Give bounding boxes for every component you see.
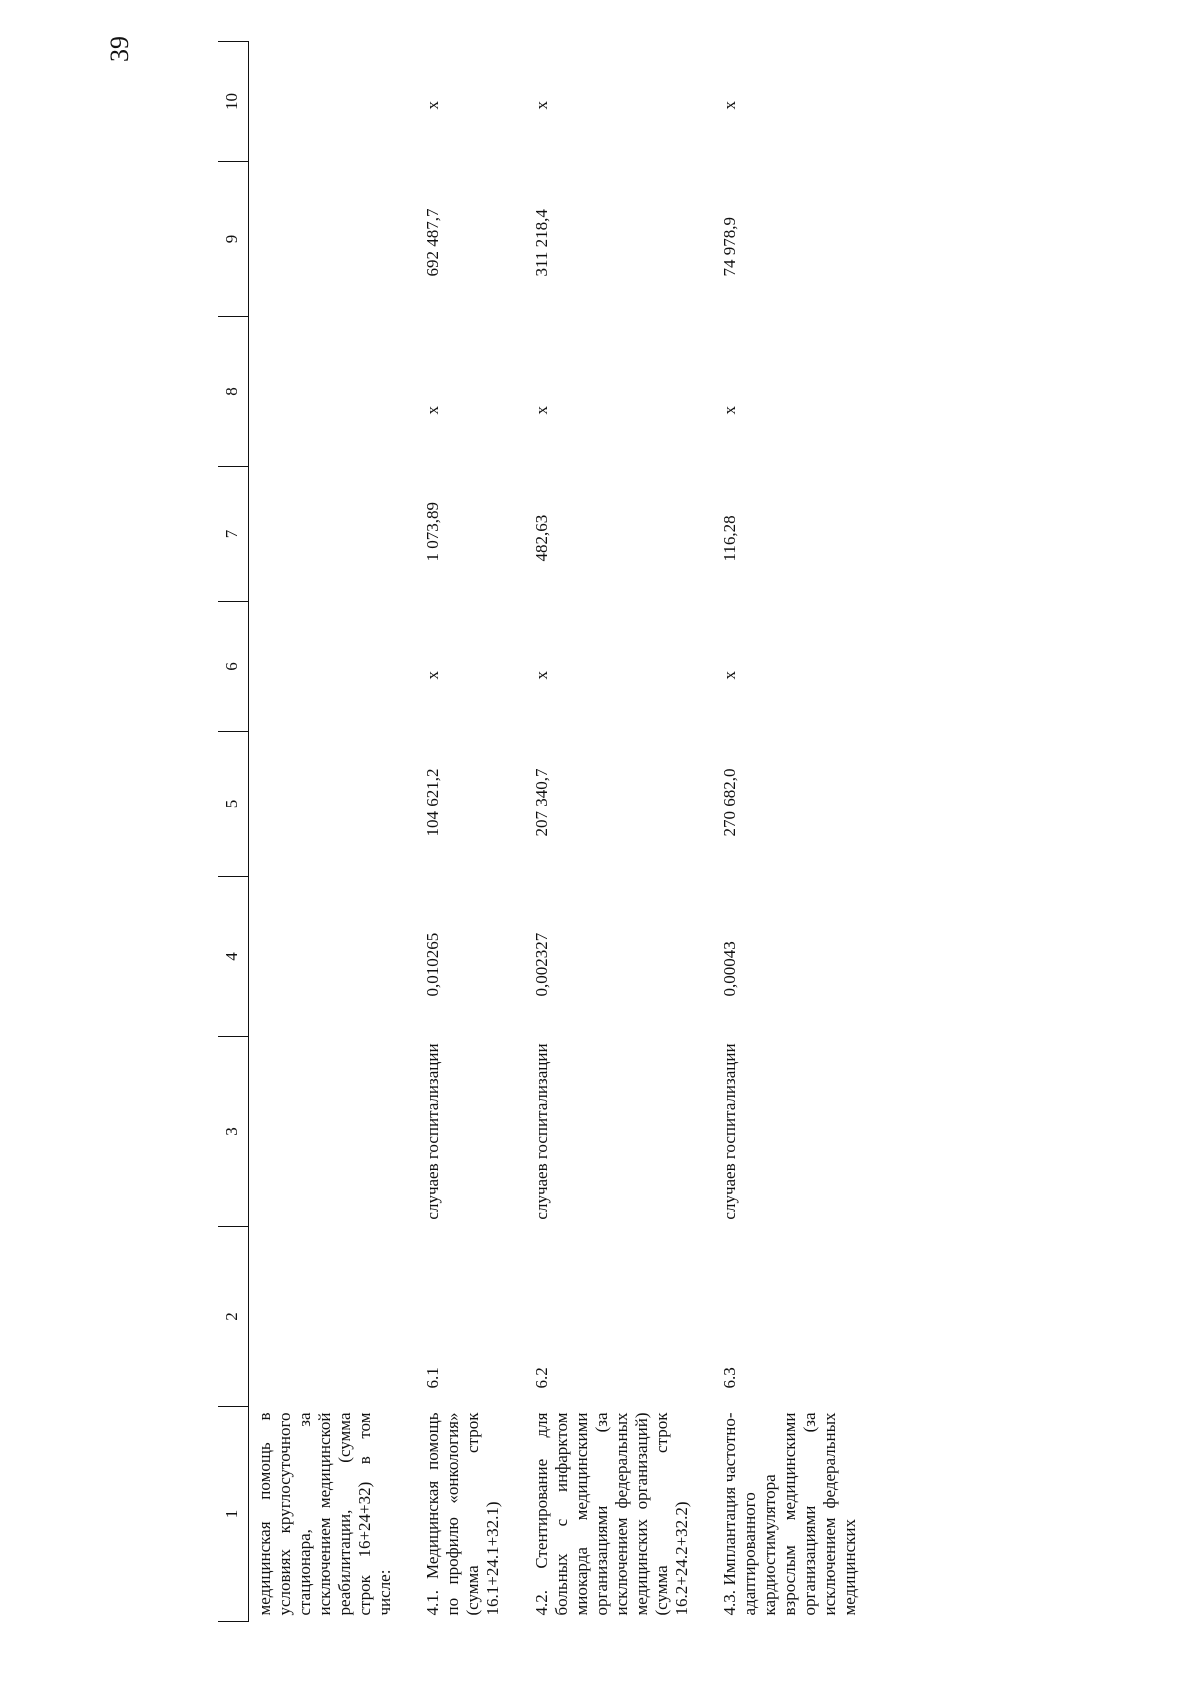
row-description: 4.3. Имплантация частотно-адаптированного кардиостимулятора взрослым медицинскими организациями (за исключением федеральных медицинских [719,1412,860,1616]
table-row [510,42,698,1622]
row-col6 [249,602,402,732]
column-header-9: 9 [218,162,249,317]
row-description: 4.2. Стентирование для больных с инфарктом миокарда медицинскими организациями (за исключением федеральных медицинских организаций) (сумма строк 16.2+24.2+32.2) [531,1412,691,1616]
table-row [401,42,509,1622]
row-description: медицинская помощь в условиях круглосуточного стационара, за исключением медицинской реабилитации, (сумма строк 16+24+32) в том числе: [255,1412,395,1616]
row-col9: 311 218,4 [531,209,551,277]
row-col9: 74 978,9 [719,217,739,277]
row-col4: 0,010265 [423,932,443,997]
row-unit: случаев госпитализации [719,1043,739,1220]
row-col5: 104 621,2 [423,768,443,837]
row-number: 6.2 [531,1367,551,1389]
row-description: 4.1. Медицинская помощь по профилю «онкология» (сумма строк 16.1+24.1+32.1) [423,1412,503,1616]
column-header-2: 2 [218,1227,249,1407]
row-col7 [249,467,402,602]
column-header-4: 4 [218,877,249,1037]
row-col8: х [719,406,739,415]
row-col8 [249,317,402,467]
row-col5: 270 682,0 [719,768,739,837]
row-col9: 692 487,7 [423,208,443,277]
financial-table [218,41,866,1622]
row-unit: случаев госпитализации [531,1043,551,1220]
row-col10: х [531,101,551,110]
row-col6: х [719,671,739,680]
row-number: 6.1 [423,1367,443,1389]
column-header-6: 6 [218,602,249,732]
row-number: 6.3 [719,1367,739,1389]
row-col6: х [531,671,551,680]
row-col10 [249,42,402,162]
row-col7: 116,28 [719,515,739,562]
table-row [249,42,402,1622]
row-col7: 482,63 [531,514,551,562]
table-row [698,42,866,1622]
row-col4: 0,00043 [719,941,739,997]
row-col7: 1 073,89 [423,502,443,562]
row-col8: х [531,406,551,415]
row-col5 [249,732,402,877]
row-col6: х [423,671,443,680]
row-unit [249,1037,402,1227]
column-header-10: 10 [218,42,249,162]
column-header-1: 1 [218,1407,249,1622]
row-col4: 0,002327 [531,932,551,997]
column-header-8: 8 [218,317,249,467]
row-col5: 207 340,7 [531,768,551,837]
row-col10: х [423,101,443,110]
row-col4 [249,877,402,1037]
column-header-5: 5 [218,732,249,877]
row-number [249,1227,402,1407]
row-col8: х [423,406,443,415]
row-unit: случаев госпитализации [423,1043,443,1220]
row-col10: х [719,101,739,110]
rotated-table-container [218,42,978,1622]
page-number: 39 [105,36,134,62]
column-header-7: 7 [218,467,249,602]
column-header-3: 3 [218,1037,249,1227]
row-col9 [249,162,402,317]
header-row [218,42,249,1622]
